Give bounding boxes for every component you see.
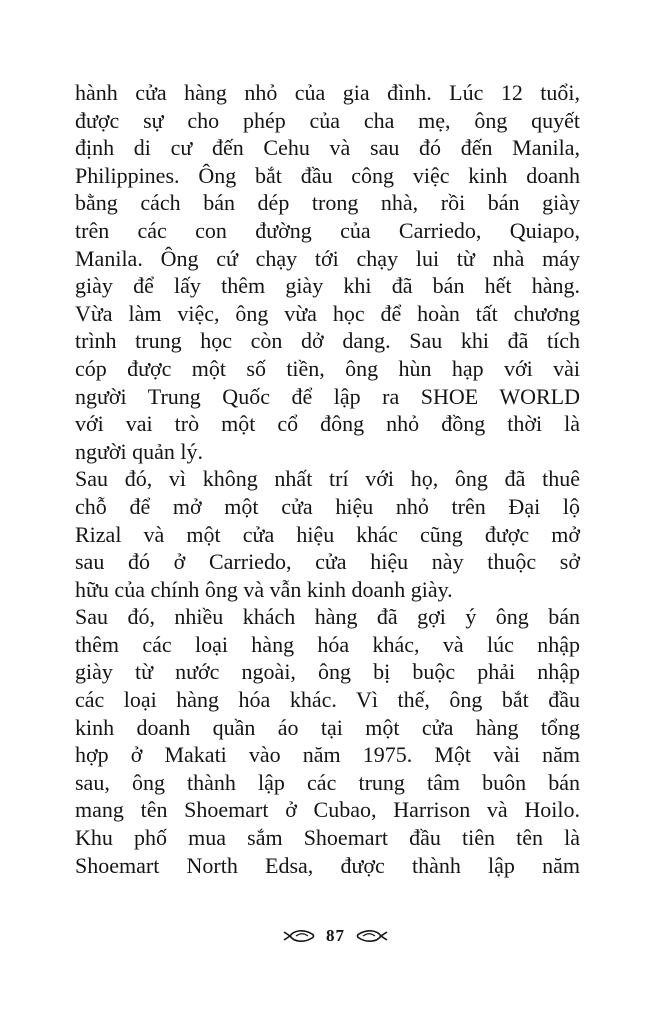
text-line: với vai trò một cổ đông nhỏ đồng thời là: [75, 411, 580, 437]
fish-ornament-icon: [282, 928, 316, 944]
text-line: trên các con đường của Carriedo, Quiapo,: [75, 217, 580, 243]
text-line: được sự cho phép của cha mẹ, ông quyết: [75, 107, 580, 133]
text-line: sau đó ở Carriedo, cửa hiệu này thuộc sở: [75, 549, 580, 575]
text-line: các loại hàng hóa khác. Vì thế, ông bắt đầu: [75, 687, 580, 713]
text-line: hữu của chính ông và vẫn kinh doanh giày.: [75, 576, 453, 602]
text-line: Sau đó, nhiều khách hàng đã gợi ý ông bán: [75, 604, 580, 630]
text-line: trình trung học còn dở dang. Sau khi đã tích: [75, 328, 580, 354]
text-line: giày để lấy thêm giày khi đã bán hết hàng.: [75, 273, 580, 299]
fish-ornament-icon: [355, 928, 389, 944]
text-line: giày từ nước ngoài, ông bị buộc phải nhập: [75, 659, 580, 685]
body-text: [75, 79, 580, 879]
page-footer: [0, 926, 671, 946]
page-number: 87: [326, 926, 345, 945]
text-line: Sau đó, vì không nhất trí với họ, ông đã thuê: [75, 466, 580, 492]
text-line: Manila. Ông cứ chạy tới chạy lui từ nhà máy: [75, 245, 580, 271]
text-line: Vừa làm việc, ông vừa học để hoàn tất chương: [75, 300, 580, 326]
text-line: hợp ở Makati vào năm 1975. Một vài năm: [75, 742, 580, 768]
text-line: thêm các loại hàng hóa khác, và lúc nhập: [75, 631, 580, 657]
text-line: chỗ để mở một cửa hiệu nhỏ trên Đại lộ: [75, 493, 580, 519]
text-line: sau, ông thành lập các trung tâm buôn bán: [75, 769, 580, 795]
text-line: Shoemart North Edsa, được thành lập năm: [75, 852, 580, 878]
text-line: định di cư đến Cehu và sau đó đến Manila,: [75, 135, 580, 161]
text-line: người quản lý.: [75, 438, 204, 464]
text-line: Khu phố mua sắm Shoemart đầu tiên tên là: [75, 825, 580, 851]
text-line: Philippines. Ông bắt đầu công việc kinh doanh: [75, 162, 580, 188]
text-line: cóp được một số tiền, ông hùn hạp với vài: [75, 355, 580, 381]
text-line: hành cửa hàng nhỏ của gia đình. Lúc 12 tuổi,: [75, 80, 580, 105]
text-line: Rizal và một cửa hiệu khác cũng được mở: [75, 521, 580, 547]
text-line: mang tên Shoemart ở Cubao, Harrison và Hoilo.: [75, 797, 580, 823]
text-line: kinh doanh quần áo tại một cửa hàng tổng: [75, 714, 580, 740]
text-line: bằng cách bán dép trong nhà, rồi bán giày: [75, 190, 580, 216]
text-line: người Trung Quốc để lập ra SHOE WORLD: [75, 383, 580, 409]
